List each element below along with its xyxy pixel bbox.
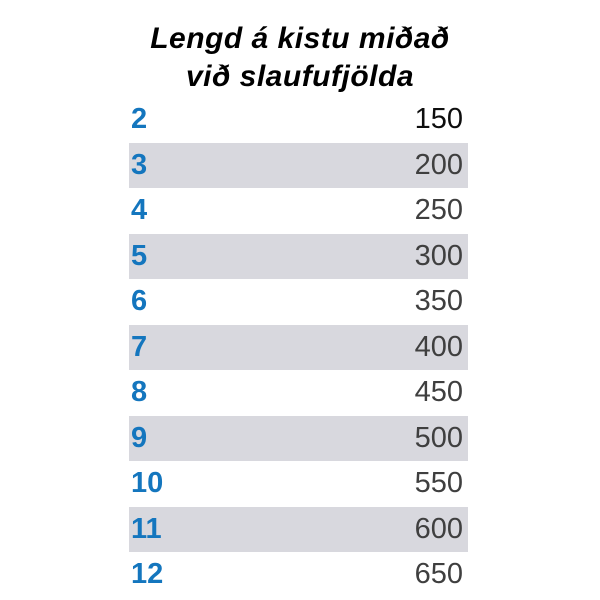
length-cell: 400 bbox=[414, 330, 463, 363]
bow-count-cell: 11 bbox=[131, 512, 162, 545]
length-cell: 500 bbox=[414, 421, 463, 454]
table-row bbox=[129, 143, 468, 189]
bow-count-cell: 9 bbox=[131, 421, 148, 454]
bow-count-cell: 2 bbox=[131, 103, 148, 136]
length-cell: 200 bbox=[414, 148, 463, 181]
length-cell: 350 bbox=[414, 285, 463, 318]
length-cell: 150 bbox=[414, 103, 463, 136]
length-cell: 550 bbox=[414, 467, 463, 500]
bow-count-cell: 3 bbox=[131, 148, 148, 181]
bow-count-cell: 6 bbox=[131, 285, 148, 318]
table-row bbox=[129, 279, 468, 325]
table-title-line1: Lengd á kistu miðað bbox=[150, 22, 450, 55]
table-row bbox=[129, 97, 468, 143]
table-title-line2: við slaufufjölda bbox=[185, 60, 415, 93]
table-row bbox=[129, 461, 468, 507]
length-cell: 600 bbox=[414, 512, 463, 545]
table-row bbox=[129, 552, 468, 598]
bow-count-cell: 7 bbox=[131, 330, 148, 363]
table-row bbox=[129, 416, 468, 462]
table-row bbox=[129, 507, 468, 553]
bow-length-table bbox=[129, 97, 468, 598]
table-row bbox=[129, 188, 468, 234]
table-row bbox=[129, 325, 468, 371]
table-row bbox=[129, 234, 468, 280]
table-title bbox=[0, 20, 600, 96]
bow-count-cell: 4 bbox=[131, 194, 148, 227]
length-cell: 450 bbox=[414, 376, 463, 409]
length-cell: 650 bbox=[414, 558, 463, 591]
length-cell: 300 bbox=[414, 239, 463, 272]
bow-count-cell: 5 bbox=[131, 239, 148, 272]
bow-count-cell: 12 bbox=[131, 558, 164, 591]
table-row bbox=[129, 370, 468, 416]
bow-count-cell: 8 bbox=[131, 376, 148, 409]
bow-count-cell: 10 bbox=[131, 467, 164, 500]
length-cell: 250 bbox=[414, 194, 463, 227]
